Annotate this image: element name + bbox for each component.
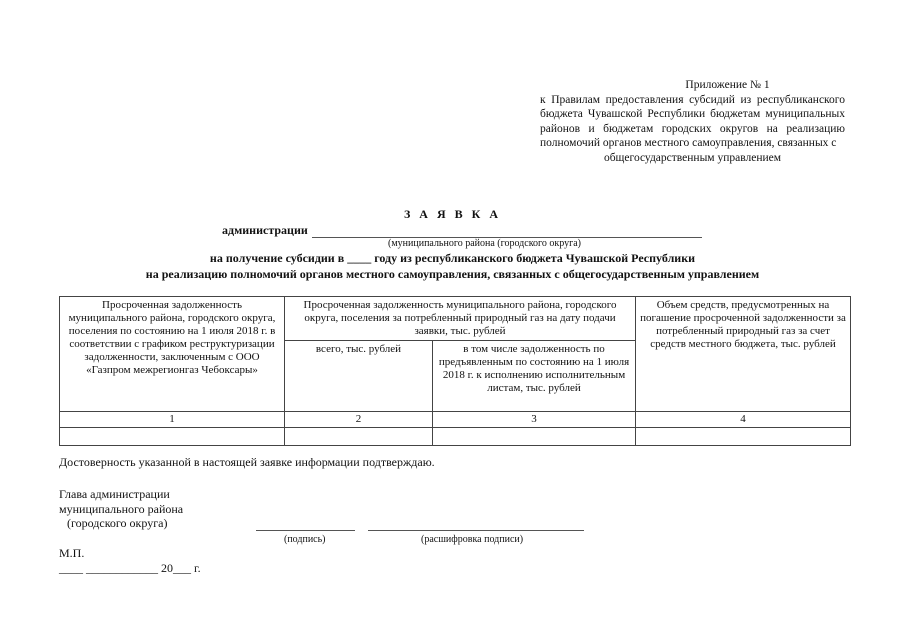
table-data-row xyxy=(60,428,851,446)
admin-label: администрации xyxy=(222,223,308,237)
subtitle-line-2: на реализацию полномочий органов местного самоуправления, связанных с общегосударственным управлением xyxy=(145,267,760,281)
appendix-block xyxy=(540,78,845,166)
stamp-place-label: М.П. xyxy=(59,546,85,560)
table-number-row xyxy=(60,412,851,428)
col-number: 2 xyxy=(285,412,433,428)
admin-name-blank[interactable] xyxy=(312,225,702,238)
subtitle-line-1: на получение субсидии в ____ году из республиканского бюджета Чувашской Республики xyxy=(209,251,696,265)
form-title: З А Я В К А xyxy=(403,207,502,221)
signature-line[interactable] xyxy=(256,530,355,531)
col-number: 3 xyxy=(433,412,636,428)
head-title-block xyxy=(59,487,183,531)
col-number: 1 xyxy=(60,412,285,428)
appendix-last-line: общегосударственным управлением xyxy=(603,151,782,164)
col2-group-header: Просроченная задолженность муниципального района, городского округа, поселения за потребленный природный газ на дату подачи заявки, тыс. рублей xyxy=(285,297,636,341)
col1-header: Просроченная задолженность муниципального района, городского округа, поселения по состоянию на 1 июля 2018 г. в соответствии с графиком реструктуризации задолженности, заключенным с ООО «Газпром межрегионгаз Чебоксары» xyxy=(60,297,285,412)
admin-line xyxy=(222,223,702,238)
date-line: ____ ____________ 20___ г. xyxy=(59,561,201,575)
col4-header: Объем средств, предусмотренных на погашение просроченной задолженности за потребленный природный газ за счет средств местного бюджета, тыс. рублей xyxy=(636,297,851,412)
col2b-header: в том числе задолженность по предъявленным по состоянию на 1 июля 2018 г. к исполнению исполнительным листам, тыс. рублей xyxy=(433,341,636,412)
table-header-row xyxy=(60,297,851,341)
appendix-title: Приложение № 1 xyxy=(685,79,770,91)
col-number: 4 xyxy=(636,412,851,428)
signature-decode-label: (расшифровка подписи) xyxy=(421,534,524,545)
col2a-header: всего, тыс. рублей xyxy=(285,341,433,412)
appendix-body: к Правилам предоставления субсидий из республиканского бюджета Чувашской Республики бюджетам муниципальных районов и бюджетам городских округов на реализацию полномочий органов местного самоуправления, связанных с xyxy=(540,93,845,150)
data-cell[interactable] xyxy=(433,428,636,446)
head-title-line: Глава администрации xyxy=(59,487,170,501)
signature-label: (подпись) xyxy=(284,534,326,545)
data-cell[interactable] xyxy=(636,428,851,446)
confirmation-text: Достоверность указанной в настоящей заявке информации подтверждаю. xyxy=(59,455,435,469)
admin-note: (муниципального района (городского округа) xyxy=(388,238,581,249)
signature-decode-line[interactable] xyxy=(368,530,584,531)
head-title-line: (городского округа) xyxy=(67,516,168,530)
data-cell[interactable] xyxy=(60,428,285,446)
request-table xyxy=(59,296,851,446)
data-cell[interactable] xyxy=(285,428,433,446)
head-title-line: муниципального района xyxy=(59,501,184,516)
